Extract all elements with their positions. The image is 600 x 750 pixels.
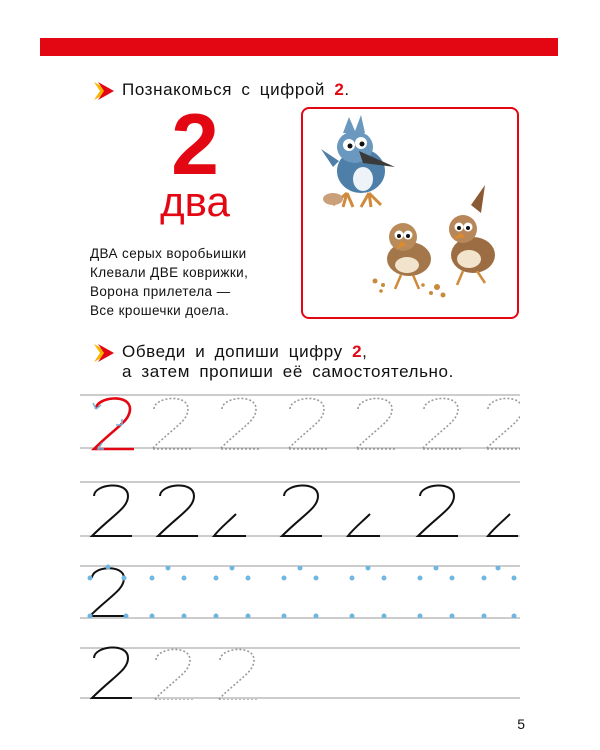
instruction-1-text: Познакомься с цифрой [122,80,326,99]
instruction-2-line2: а затем пропиши её самостоятельно. [122,362,454,381]
copybook-rows [80,390,520,700]
instruction-2-digit: 2 [352,342,363,361]
dotted-digit[interactable] [218,649,258,700]
instruction-1-punct: . [344,80,350,99]
poem-line: Клевали ДВЕ коврижки, [90,265,249,280]
poem [90,244,248,320]
solid-digit [90,568,126,616]
copy-row[interactable] [92,485,518,536]
solid-digit [282,485,322,536]
arrow-marker-icon [92,342,114,364]
poem-line: Все крошечки доела. [90,303,230,318]
instruction-1-digit: 2 [334,80,345,99]
sample-digit [93,398,134,449]
crow-icon [321,115,395,207]
practice-area [80,390,520,705]
instruction-2 [92,342,454,382]
trace-free-row[interactable] [92,647,258,700]
dotted-digit[interactable] [486,398,520,449]
dotted-digit[interactable] [422,398,462,449]
instruction-2-punct: , [362,342,368,361]
top-red-bar [40,38,558,56]
dot-guide-row[interactable] [88,565,517,619]
instruction-1 [92,80,350,102]
sparrow-icon [373,223,432,293]
page-number: 5 [517,716,525,732]
big-digit: 2 [171,97,219,193]
birds-illustration [303,109,517,317]
arrow-marker-icon [92,80,114,102]
partial-digit [214,514,246,536]
instruction-2-line1: Обведи и допиши цифру [122,342,343,361]
dotted-digit[interactable] [288,398,328,449]
trace-row[interactable] [93,398,520,449]
poem-line: ДВА серых воробьишки [90,246,247,261]
solid-digit [92,485,132,536]
dotted-digit[interactable] [154,649,194,700]
partial-digit [488,514,518,536]
dotted-digit[interactable] [220,398,260,449]
solid-digit [158,485,198,536]
solid-digit [418,485,458,536]
sparrow-icon [421,185,495,298]
poem-line: Ворона прилетела — [90,284,231,299]
partial-digit [348,514,380,536]
guide-dots [88,565,517,619]
dotted-digit[interactable] [356,398,396,449]
solid-digit [92,647,132,698]
dotted-digit[interactable] [152,398,192,449]
big-word: два [160,178,230,225]
illustration-frame [301,107,519,319]
